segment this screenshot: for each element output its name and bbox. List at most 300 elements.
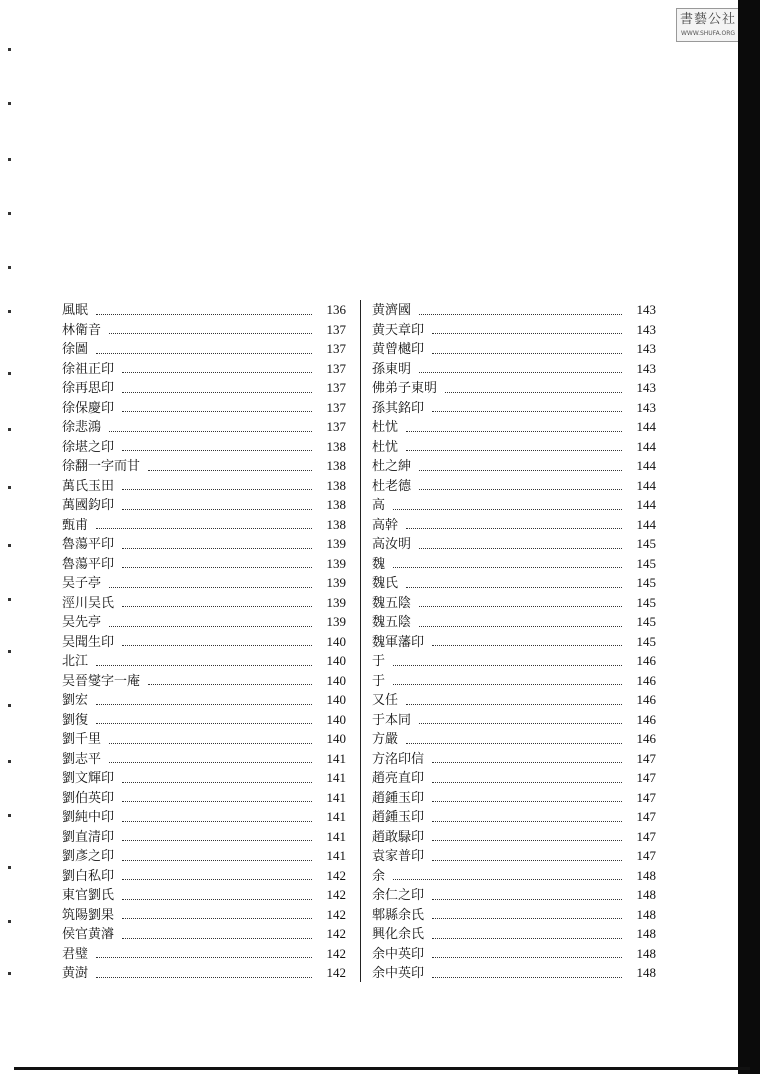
entry-page-number: 144 [636,438,656,454]
entry-page-number: 145 [636,614,656,629]
column-divider [360,300,361,982]
entry-page-number: 140 [326,672,346,688]
entry-title: 孫其銘印 [372,400,425,416]
entry-title: 徐保慶印 [62,400,115,416]
index-entry [62,300,346,320]
dot-leader [432,773,622,783]
scan-bottom-edge [14,1067,750,1070]
dot-leader [406,695,622,705]
index-entry [62,378,346,398]
index-entry [62,885,346,905]
entry-title: 高汝明 [372,537,412,552]
entry-page-number: 148 [636,965,656,980]
index-entry [62,768,346,788]
entry-title: 劉復 [62,712,89,728]
dot-leader [419,363,622,373]
watermark-title: 書藝公社 [679,12,736,27]
index-entry [372,807,656,827]
index-entry [372,417,656,437]
dot-leader [122,909,312,919]
index-entry [372,378,656,398]
entry-title: 杜老德 [372,478,412,494]
entry-title: 徐翻一字而甘 [62,459,141,474]
dot-leader [122,480,312,490]
dot-leader [393,675,622,685]
entry-page-number: 144 [636,477,656,493]
index-entry [372,788,656,808]
index-entry [62,963,346,983]
index-entry [62,593,346,613]
dot-leader [406,519,622,529]
entry-title: 吴子亭 [62,576,102,591]
dot-leader [419,597,622,607]
watermark-logo [676,8,740,42]
entry-title: 于 [372,654,386,669]
entry-title: 余中英印 [372,946,425,962]
entry-title: 君璧 [62,946,89,962]
entry-page-number: 148 [636,867,656,883]
index-entry [372,320,656,340]
index-entry [62,398,346,418]
entry-page-number: 145 [636,633,656,649]
dot-leader [419,617,622,627]
dot-leader [122,636,312,646]
index-entry [372,437,656,457]
dot-leader [122,558,312,568]
dot-leader [432,851,622,861]
dot-leader [122,597,312,607]
entry-title: 徐悲鴻 [62,420,102,435]
scan-edge-bar [738,0,760,1074]
index-entry [62,612,346,632]
entry-title: 佛弟子東明 [372,381,438,396]
binding-mark [8,266,11,269]
entry-title: 劉千里 [62,732,102,747]
entry-page-number: 142 [326,887,346,902]
index-entry [62,651,346,671]
entry-page-number: 140 [326,711,346,727]
dot-leader [419,480,622,490]
entry-page-number: 147 [636,770,656,785]
entry-title: 風眠 [62,303,89,318]
entry-title: 徐圖 [62,342,89,357]
binding-mark [8,704,11,707]
index-entry [372,905,656,925]
index-entry [372,749,656,769]
index-entry [372,944,656,964]
dot-leader [96,344,312,354]
dot-leader [109,753,312,763]
dot-leader [432,929,622,939]
entry-page-number: 143 [636,399,656,415]
entry-page-number: 137 [326,360,346,376]
entry-page-number: 137 [326,399,346,415]
index-entry [62,749,346,769]
binding-mark [8,428,11,431]
index-entry [62,729,346,749]
entry-title: 杜忧 [372,439,399,455]
index-entry [62,788,346,808]
entry-page-number: 137 [326,321,346,337]
dot-leader [122,929,312,939]
entry-title: 趙鍾玉印 [372,810,425,825]
dot-leader [432,968,622,978]
entry-title: 余 [372,868,386,884]
binding-mark [8,158,11,161]
binding-mark [8,48,11,51]
dot-leader [432,344,622,354]
dot-leader [419,461,622,471]
dot-leader [432,402,622,412]
index-entry [62,359,346,379]
entry-page-number: 144 [636,497,656,512]
index-entry [372,866,656,886]
entry-title: 甄甫 [62,517,89,533]
entry-page-number: 143 [636,341,656,356]
binding-mark [8,814,11,817]
binding-mark [8,212,11,215]
index-entry [62,924,346,944]
entry-title: 劉白私印 [62,868,115,884]
dot-leader [432,792,622,802]
dot-leader [393,870,622,880]
entry-title: 魯蕩平印 [62,556,115,572]
index-entry [372,593,656,613]
dot-leader [122,441,312,451]
entry-page-number: 148 [636,906,656,922]
binding-mark [8,650,11,653]
entry-page-number: 137 [326,419,346,434]
entry-page-number: 138 [326,477,346,493]
index-entry [372,515,656,535]
entry-title: 黄天章印 [372,322,425,338]
dot-leader [122,773,312,783]
dot-leader [96,305,312,315]
entry-page-number: 144 [636,458,656,473]
dot-leader [432,753,622,763]
entry-page-number: 140 [326,731,346,746]
watermark-url: WWW.SHUFA.ORG [680,30,736,37]
entry-page-number: 148 [636,945,656,961]
entry-title: 魏 [372,556,386,572]
index-entry [62,417,346,437]
entry-page-number: 142 [326,965,346,980]
index-entry [62,534,346,554]
index-column-left [62,300,346,983]
entry-title: 劉伯英印 [62,790,115,806]
index-entry [372,846,656,866]
dot-leader [96,519,312,529]
index-entry [62,671,346,691]
entry-page-number: 142 [326,867,346,883]
entry-title: 魏五陰 [372,615,412,630]
index-entry [372,651,656,671]
entry-title: 劉文輝印 [62,771,115,786]
entry-page-number: 141 [326,809,346,824]
dot-leader [96,656,312,666]
entry-page-number: 137 [326,341,346,356]
index-entry [62,437,346,457]
dot-leader [419,539,622,549]
dot-leader [122,812,312,822]
dot-leader [432,890,622,900]
binding-mark [8,102,11,105]
entry-page-number: 142 [326,906,346,922]
entry-page-number: 143 [636,360,656,376]
entry-title: 魏氏 [372,576,399,591]
dot-leader [109,324,312,334]
entry-title: 興化余氏 [372,927,425,942]
entry-title: 徐堪之印 [62,439,115,455]
entry-page-number: 145 [636,575,656,590]
entry-title: 杜忧 [372,420,399,435]
entry-title: 余中英印 [372,966,425,981]
entry-title: 東官劉氏 [62,888,115,903]
dot-leader [109,617,312,627]
dot-leader [393,656,622,666]
dot-leader [122,363,312,373]
index-entry [372,768,656,788]
entry-page-number: 141 [326,848,346,863]
entry-page-number: 144 [636,516,656,532]
index-entry [372,495,656,515]
index-entry [372,963,656,983]
entry-title: 魏五陰 [372,595,412,611]
index-entry [62,476,346,496]
entry-title: 涇川吴氏 [62,595,115,611]
index-entry [62,632,346,652]
dot-leader [419,714,622,724]
entry-title: 方嚴 [372,732,399,747]
entry-page-number: 138 [326,458,346,473]
index-entry [62,827,346,847]
entry-page-number: 140 [326,633,346,649]
entry-title: 徐祖正印 [62,361,115,377]
binding-mark [8,544,11,547]
index-entry [62,554,346,574]
index-entry [62,866,346,886]
entry-page-number: 145 [636,594,656,610]
entry-title: 吴聞生印 [62,634,115,650]
index-entry [372,534,656,554]
entry-title: 劉宏 [62,693,89,708]
entry-page-number: 145 [636,555,656,571]
index-entry [62,320,346,340]
entry-page-number: 137 [326,380,346,395]
entry-title: 林衛音 [62,322,102,338]
entry-title: 吴先亭 [62,615,102,630]
index-entry [372,710,656,730]
dot-leader [96,714,312,724]
dot-leader [122,890,312,900]
dot-leader [406,422,622,432]
binding-mark [8,972,11,975]
index-entry [372,924,656,944]
entry-page-number: 138 [326,438,346,454]
entry-title: 趙亮直印 [372,771,425,786]
entry-page-number: 141 [326,770,346,785]
entry-page-number: 147 [636,848,656,863]
dot-leader [445,383,622,393]
entry-page-number: 147 [636,828,656,844]
binding-mark [8,372,11,375]
entry-title: 于 [372,673,386,689]
entry-page-number: 136 [326,302,346,317]
entry-page-number: 146 [636,692,656,707]
dot-leader [122,539,312,549]
index-entry [372,573,656,593]
index-entry [62,495,346,515]
entry-page-number: 147 [636,789,656,805]
entry-title: 黄曾樾印 [372,342,425,357]
entry-page-number: 143 [636,321,656,337]
index-entry [372,300,656,320]
index-entry [62,905,346,925]
dot-leader [406,441,622,451]
dot-leader [432,324,622,334]
entry-title: 劉志平 [62,751,102,767]
dot-leader [432,948,622,958]
dot-leader [432,909,622,919]
entry-title: 魏軍藩印 [372,634,425,650]
entry-title: 杜之紳 [372,459,412,474]
entry-title: 黄澍 [62,966,89,981]
entry-title: 徐再思印 [62,381,115,396]
entry-page-number: 146 [636,731,656,746]
index-entry [372,885,656,905]
entry-title: 劉純中印 [62,810,115,825]
index-entry [62,846,346,866]
dot-leader [148,461,312,471]
dot-leader [109,734,312,744]
binding-mark [8,866,11,869]
entry-page-number: 138 [326,516,346,532]
entry-title: 高幹 [372,517,399,533]
binding-mark [8,598,11,601]
index-entry [372,359,656,379]
dot-leader [432,636,622,646]
dot-leader [109,578,312,588]
binding-mark [8,920,11,923]
entry-title: 劉彥之印 [62,849,115,864]
entry-title: 劉直清印 [62,829,115,845]
entry-page-number: 139 [326,555,346,571]
dot-leader [419,305,622,315]
index-entry [62,807,346,827]
index-entry [62,690,346,710]
entry-page-number: 146 [636,672,656,688]
entry-title: 袁家普印 [372,849,425,864]
entry-page-number: 143 [636,380,656,395]
entry-title: 筑陽劉果 [62,907,115,923]
dot-leader [122,851,312,861]
index-column-right [372,300,656,983]
entry-page-number: 141 [326,750,346,766]
dot-leader [432,831,622,841]
dot-leader [393,500,622,510]
index-entry [62,339,346,359]
index-entry [372,671,656,691]
entry-page-number: 146 [636,711,656,727]
entry-page-number: 139 [326,536,346,551]
dot-leader [406,734,622,744]
entry-page-number: 143 [636,302,656,317]
binding-mark [8,486,11,489]
dot-leader [96,968,312,978]
dot-leader [122,402,312,412]
entry-page-number: 140 [326,653,346,668]
entry-title: 又任 [372,693,399,708]
entry-page-number: 139 [326,575,346,590]
index-entry [62,573,346,593]
entry-title: 方洺印信 [372,751,425,767]
binding-marks [6,0,14,1074]
entry-page-number: 141 [326,828,346,844]
dot-leader [148,675,312,685]
dot-leader [122,500,312,510]
entry-title: 黄濟國 [372,303,412,318]
entry-title: 魯蕩平印 [62,537,115,552]
dot-leader [122,383,312,393]
index-entry [372,632,656,652]
index-entry [372,690,656,710]
entry-title: 孫東明 [372,361,412,377]
entry-page-number: 145 [636,536,656,551]
entry-title: 高 [372,498,386,513]
entry-title: 趙敢騄印 [372,829,425,845]
index-entry [62,456,346,476]
entry-page-number: 140 [326,692,346,707]
entry-page-number: 138 [326,497,346,512]
entry-title: 于本同 [372,712,412,728]
entry-title: 萬國鈞印 [62,498,115,513]
entry-page-number: 148 [636,887,656,902]
entry-title: 郫縣余氏 [372,907,425,923]
index-entry [372,612,656,632]
index-entry [372,554,656,574]
entry-title: 余仁之印 [372,888,425,903]
index-entry [62,515,346,535]
index-entry [372,476,656,496]
dot-leader [96,948,312,958]
index-entry [62,944,346,964]
dot-leader [96,695,312,705]
entry-title: 北江 [62,654,89,669]
entry-title: 侯官黄濬 [62,927,115,942]
entry-page-number: 139 [326,614,346,629]
index-entry [372,398,656,418]
entry-page-number: 144 [636,419,656,434]
entry-page-number: 146 [636,653,656,668]
dot-leader [432,812,622,822]
binding-mark [8,310,11,313]
entry-title: 吴晉燮字一庵 [62,673,141,689]
dot-leader [109,422,312,432]
entry-page-number: 142 [326,945,346,961]
entry-page-number: 142 [326,926,346,941]
entry-page-number: 148 [636,926,656,941]
dot-leader [393,558,622,568]
dot-leader [122,792,312,802]
entry-page-number: 141 [326,789,346,805]
binding-mark [8,760,11,763]
index-entry [372,456,656,476]
entry-page-number: 147 [636,750,656,766]
index-entry [372,339,656,359]
index-entry [372,827,656,847]
entry-title: 趙鍾玉印 [372,790,425,806]
entry-page-number: 147 [636,809,656,824]
